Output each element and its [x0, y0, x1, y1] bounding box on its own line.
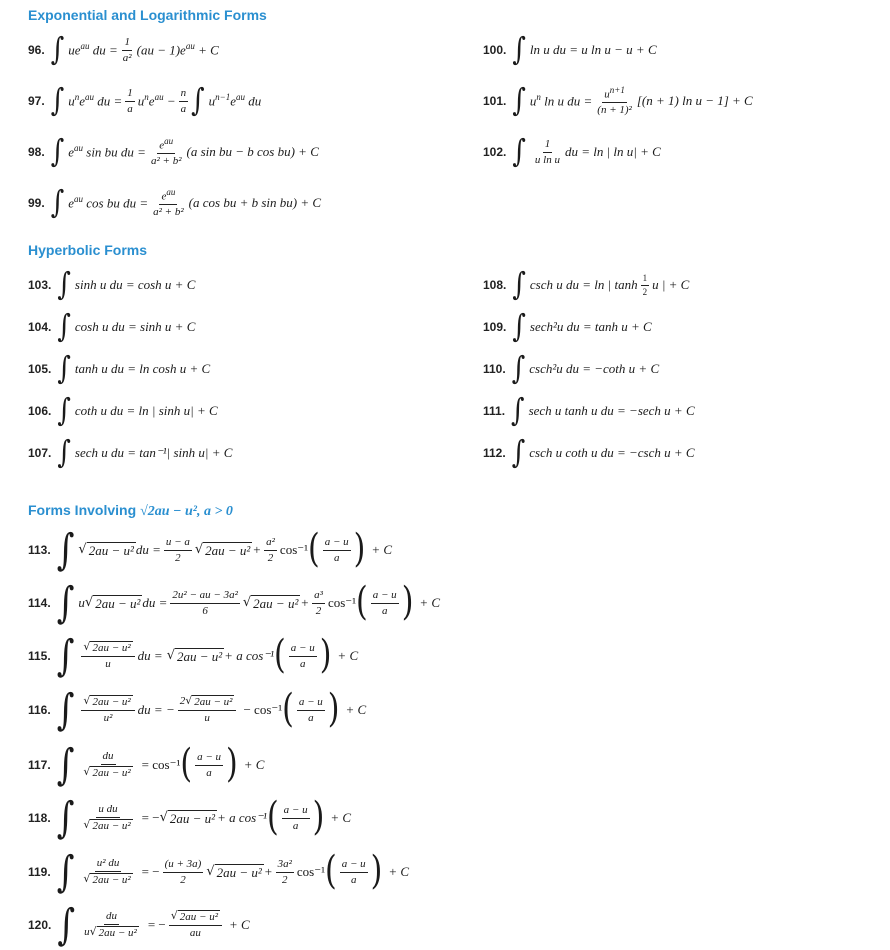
formula-105: 105. ∫ tanh u du = ln cosh u + C [28, 351, 211, 387]
fraction: $\frac{e^{au}}{\text{a² + b²}}$ [150, 136, 182, 168]
heading-sqrt-prefix: Forms Involving [28, 502, 141, 518]
integral-sign: ∫ [511, 393, 525, 429]
fraction: u du √ 2au − u² [83, 803, 131, 832]
sqrt: √ 2au − u² [242, 594, 299, 611]
formula-110: 110. ∫ csch²u du = −coth u + C [483, 351, 660, 387]
formula-number: 101. [483, 94, 507, 108]
fraction: √ 2au − u² au [169, 910, 222, 939]
sqrt: √ 2au − u² [78, 541, 134, 558]
integral-sign: ∫ [512, 83, 526, 119]
formula-number: 106. [28, 404, 52, 418]
fraction: $\frac{\text{2u² − au − 3a²}}{6}$ [172, 588, 238, 617]
formula-97: 97. ∫ $u^ne^{au}$ du = $\frac{1}{a}$ $u^ne^{au}$ − $\frac{n}{a}$ ∫ $u^{n-1}e^{au}$ du [28, 83, 262, 119]
integral-sign: ∫ [57, 393, 71, 429]
fraction: $\frac{a - u}{a}$ [197, 750, 221, 779]
integral-sign: ∫ [50, 83, 65, 119]
fraction: 2 √ 2au − u² u [178, 695, 237, 724]
integral-sign: ∫ [512, 134, 526, 170]
integral-sign: ∫ [50, 185, 65, 221]
fraction: $\frac{u^{n+1}}{\text{(n + 1)²}}$ [597, 85, 632, 117]
formula-number: 108. [483, 278, 507, 292]
formula-number: 109. [483, 320, 507, 334]
formula-112: 112. ∫ csch u coth u du = −csch u + C [483, 435, 695, 471]
integral-sign: ∫ [57, 900, 76, 950]
formula-102: 102. ∫ $\frac{1}{\text{u ln u}}$ du = ln | ln u| + C [483, 134, 661, 170]
fraction: $\frac{e^{au}}{\text{a² + b²}}$ [153, 187, 184, 219]
formula-number: 114. [28, 596, 51, 610]
fraction: √ 2au − u² u [81, 641, 134, 670]
formula-120: 120. ∫ du u √ 2au − u² = − √ 2au − u² au + C [28, 900, 250, 950]
formula-111: 111. ∫ sech u tanh u du = −sech u + C [483, 393, 695, 429]
integral-sign: ∫ [511, 351, 526, 387]
formula-number: 119. [28, 865, 51, 879]
fraction: du u √ 2au − u² [84, 910, 137, 939]
integral-sign: ∫ [56, 578, 75, 628]
formula-98: 98. ∫ $e^{au}$ sin bu du = $\frac{e^{au}}{\text{a² + b²}}$ (a sin bu − b cos bu) + C [28, 134, 319, 170]
fraction: $\frac{\text{a²}}{2}$ [266, 535, 275, 564]
formula-119: 119. ∫ u² du √ 2au − u² = − $\frac{(u + 3a)}{2}$ √ 2au − u² + $\frac{\text{3a²}}{2}$ cos⁻¹ ( $\frac{a - u}{a}$ ) + C [28, 847, 410, 897]
fraction: $\frac{a - u}{a}$ [298, 695, 323, 724]
formula-104: 104. ∫ cosh u du = sinh u + C [28, 309, 196, 345]
fraction: $\frac{1}{2}$ [642, 273, 648, 297]
sqrt: √ 2au − u² [166, 647, 223, 664]
integral-sign: ∫ [512, 32, 526, 68]
formula-100: 100. ∫ ln u du = u ln u − u + C [483, 32, 657, 68]
formula-number: 97. [28, 94, 45, 108]
formula-number: 96. [28, 43, 45, 57]
integral-sign: ∫ [50, 134, 65, 170]
integral-sign: ∫ [512, 267, 526, 303]
formula-117: 117. ∫ du √ 2au − u² = cos⁻¹ ( $\frac{a - u}{a}$ ) + C [28, 740, 265, 790]
formula-115: 115. ∫ √ 2au − u² u du = √ 2au − u² + a cos⁻¹ ( $\frac{a - u}{a}$ ) + C [28, 631, 359, 681]
formula-113: 113. ∫ √ 2au − u² du = $\frac{u - a}{2}$ √ 2au − u² + $\frac{\text{a²}}{2}$ cos⁻¹ ( $\frac{a - u}{a}$ ) + C [28, 525, 393, 575]
formula-number: 100. [483, 43, 507, 57]
formula-number: 105. [28, 362, 52, 376]
integral-sign: ∫ [57, 351, 71, 387]
fraction: $\frac{1}{a}$ [127, 86, 133, 115]
sqrt: √ 2au − u² [84, 594, 141, 611]
formula-number: 117. [28, 758, 51, 772]
formula-number: 98. [28, 145, 45, 159]
integral-sign: ∫ [512, 309, 526, 345]
formula-number: 107. [28, 446, 52, 460]
fraction: u² du √ 2au − u² [83, 857, 131, 886]
fraction: $\frac{a - u}{a}$ [324, 535, 349, 564]
fraction: $\frac{1}{\text{a²}}$ [122, 35, 132, 64]
integral-sign: ∫ [56, 740, 75, 790]
integral-sign: ∫ [56, 847, 75, 897]
integral-sign: ∫ [56, 793, 75, 843]
heading-hyperbolic: Hyperbolic Forms [28, 242, 148, 258]
fraction: $\frac{a - u}{a}$ [372, 588, 397, 617]
fraction: $\frac{a - u}{a}$ [290, 641, 315, 670]
fraction: $\frac{u - a}{2}$ [165, 535, 190, 564]
fraction: $\frac{a - u}{a}$ [341, 857, 366, 886]
integral-sign: ∫ [511, 435, 526, 471]
formula-107: 107. ∫ sech u du = tan⁻¹| sinh u| + C [28, 435, 233, 471]
formula-114: 114. ∫ u √ 2au − u² du = $\frac{\text{2u² − au − 3a²}}{6}$ √ 2au − u² + $\frac{\text{a³}}{2}$ cos⁻¹ ( $\frac{a - u}{a}$ ) + C [28, 578, 441, 628]
integral-sign: ∫ [57, 267, 71, 303]
heading-sqrt-forms [28, 502, 233, 520]
heading-exp-log: Exponential and Logarithmic Forms [28, 7, 267, 23]
formula-118: 118. ∫ u du √ 2au − u² = − √ 2au − u² + a cos⁻¹ ( $\frac{a - u}{a}$ ) + C [28, 793, 352, 843]
fraction: $\frac{n}{a}$ [180, 86, 187, 115]
formula-101: 101. ∫ $u^n$ ln u du = $\frac{u^{n+1}}{\text{(n + 1)²}}$ [(n + 1) ln u − 1] + C [483, 83, 753, 119]
formula-number: 102. [483, 145, 507, 159]
integral-sign: ∫ [191, 83, 205, 119]
heading-sqrt-expr: √2au − u², a > 0 [140, 504, 233, 519]
integral-sign: ∫ [57, 309, 71, 345]
formula-99: 99. ∫ $e^{au}$ cos bu du = $\frac{e^{au}}{\text{a² + b²}}$ (a cos bu + b sin bu) + C [28, 185, 322, 221]
formula-108: 108. ∫ csch u du = ln | tanh $\frac{1}{2}$ u | + C [483, 267, 690, 303]
formula-96: 96. ∫ $ue^{au}$ du = $\frac{1}{\text{a²}}$ $(au - 1)e^{au} + C$ [28, 32, 219, 68]
sqrt: √ 2au − u² [206, 863, 262, 880]
fraction: $\frac{(u + 3a)}{2}$ [164, 857, 202, 886]
fraction: $\frac{\text{a³}}{2}$ [314, 588, 323, 617]
formula-number: 116. [28, 703, 51, 717]
formula-number: 118. [28, 811, 51, 825]
formula-number: 120. [28, 918, 52, 932]
formula-116: 116. ∫ √ 2au − u² u² du = − 2 √ 2au − u² u − cos⁻¹ ( $\frac{a - u}{a}$ ) + C [28, 685, 367, 735]
integral-sign: ∫ [56, 685, 75, 735]
formula-number: 103. [28, 278, 52, 292]
fraction: $\frac{1}{\text{u ln u}}$ [534, 137, 560, 166]
formula-number: 112. [483, 446, 506, 460]
formula-number: 110. [483, 362, 506, 376]
fraction: du √ 2au − u² [83, 750, 131, 779]
formula-109: 109. ∫ sech²u du = tanh u + C [483, 309, 652, 345]
integral-sign: ∫ [56, 525, 75, 575]
formula-number: 113. [28, 543, 51, 557]
formula-103: 103. ∫ sinh u du = cosh u + C [28, 267, 196, 303]
fraction: $\frac{\text{3a²}}{2}$ [277, 857, 292, 886]
formula-number: 104. [28, 320, 52, 334]
formula-number: 115. [28, 649, 51, 663]
sqrt: √ 2au − u² [194, 541, 251, 558]
sqrt: √ 2au − u² [159, 809, 216, 826]
integral-sign: ∫ [57, 435, 71, 471]
integral-sign: ∫ [50, 32, 65, 68]
fraction: $\frac{a - u}{a}$ [283, 803, 308, 832]
formula-number: 111. [483, 404, 506, 418]
integral-sign: ∫ [56, 631, 75, 681]
fraction: √ 2au − u² u² [81, 695, 134, 724]
formula-number: 99. [28, 196, 45, 210]
formula-106: 106. ∫ coth u du = ln | sinh u| + C [28, 393, 218, 429]
